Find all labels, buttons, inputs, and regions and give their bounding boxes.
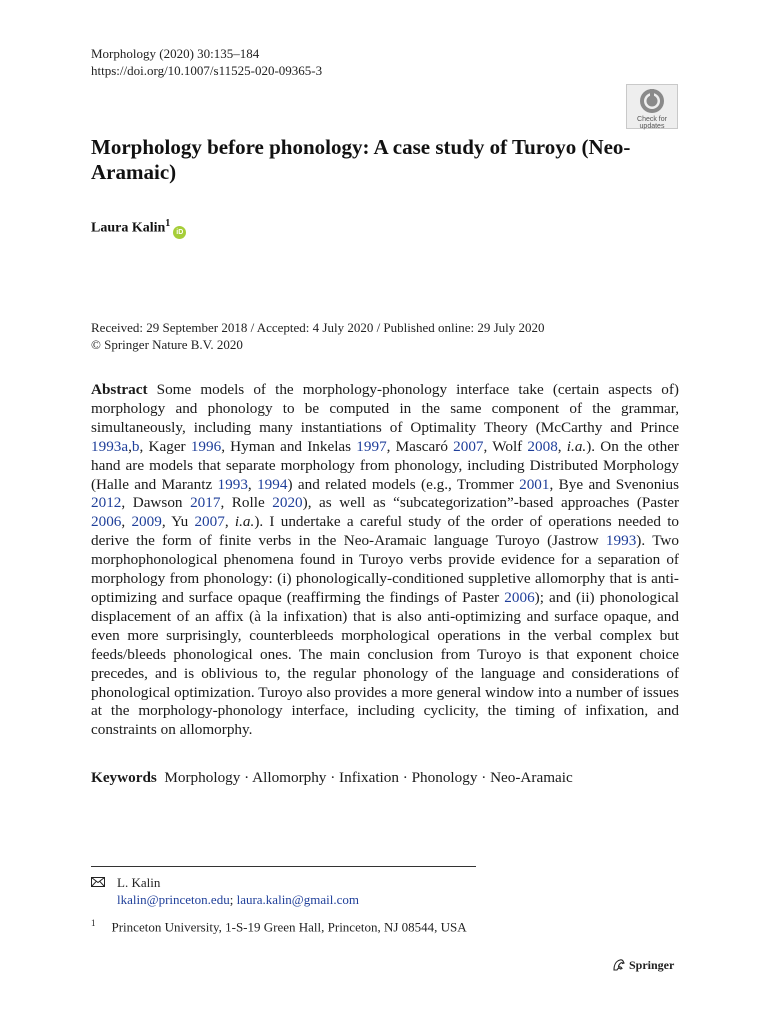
orcid-icon[interactable]: iD [173, 226, 186, 239]
citation-link[interactable]: 2020 [272, 494, 303, 512]
abstract-text: , [128, 437, 132, 455]
abstract [91, 381, 679, 740]
citation-link[interactable]: 2012 [91, 494, 122, 512]
email-link-princeton[interactable]: lkalin@princeton.edu [117, 892, 230, 907]
abstract-text: , [247, 475, 258, 493]
check-updates-icon [639, 88, 665, 114]
citation-link[interactable]: b [131, 437, 140, 455]
email-separator: ; [229, 892, 234, 907]
citation-link[interactable]: 2006 [91, 513, 122, 531]
check-updates-label: Check for updates [637, 116, 667, 130]
contact-name: L. Kalin [117, 875, 161, 890]
affiliation-footnote [91, 915, 467, 935]
publisher-name: Springer [629, 958, 675, 972]
doi-link[interactable]: https://doi.org/10.1007/s11525-020-09365-3 [91, 63, 323, 78]
abstract-text: Some models of the morphology-phonology interface take (certain aspects of) morphology and phonology to be computed in the same component of the grammar, simultaneously, including many instantiations of Optimality Theory (McCarthy and Prince [91, 381, 679, 436]
affiliation-mark: 1 [91, 918, 96, 928]
keywords [91, 768, 573, 787]
citation-link[interactable]: 1993 [605, 532, 637, 550]
journal-header [91, 45, 322, 79]
abstract-text: ). Two morphophonological phenomena found in Turoyo verbs provide evidence for a separation of morphology from phonology: (i) phonologically-conditioned suppletive allomorphy that is anti-optimizing and surface opaque (reaffirming the findings of Paster [91, 532, 679, 606]
abstract-text: ), as well as “subcategorization”-based approaches (Paster [302, 494, 679, 512]
publication-history [91, 319, 545, 353]
copyright: © Springer Nature B.V. 2020 [91, 337, 243, 352]
springer-horse-icon [612, 958, 626, 972]
abstract-text: ); and (ii) phonological displacement of an affix (à la infixation) that is also anti-optimizing and surface opaque, and even more surprisingly, counterbleeds morphological operations in the verbal complex but feeds/bleeds phonological ones. The main conclusion from Turoyo is that exponent choice precedes, and is oblivious to, the regular phonology of the language and considerations of phonological optimization. Turoyo also provides a more general window into a number of issues at the morphology-phonology interface, including cyclicity, the timing of infixation, and constraints on allomorphy. [91, 588, 679, 739]
abstract-text: , Rolle [220, 494, 273, 512]
abstract-text: , Wolf [483, 437, 528, 455]
abstract-text: , [224, 513, 235, 531]
abstract-text: , [557, 437, 567, 455]
abstract-text: , Mascaró [386, 437, 454, 455]
abstract-text: ) and related models (e.g., Trommer [287, 475, 520, 493]
envelope-icon [91, 874, 109, 891]
citation-link[interactable]: 2001 [519, 475, 550, 493]
citation-link[interactable]: 2006 [504, 588, 535, 606]
check-for-updates-badge[interactable] [626, 84, 678, 129]
abstract-text: , Bye and Svenonius [549, 475, 680, 493]
citation-link[interactable]: 2007 [194, 513, 225, 531]
author-affiliation-mark: 1 [165, 218, 171, 229]
email-link-gmail[interactable]: laura.kalin@gmail.com [236, 892, 360, 907]
citation-link[interactable]: 1996 [190, 437, 222, 455]
keywords-list: Morphology · Allomorphy · Infixation · Phonology · Neo-Aramaic [164, 769, 573, 786]
abstract-text: ). I undertake a careful study of the order of operations needed to derive the form of finite verbs in the Neo-Aramaic language Turoyo (Jastrow [91, 513, 680, 550]
contact-footnote [91, 874, 359, 908]
author-name: Laura Kalin [91, 220, 166, 236]
abstract-italic-text: i.a. [566, 437, 587, 455]
keywords-label: Keywords [91, 769, 157, 786]
abstract-text: , Kager [139, 437, 191, 455]
publisher-logo [612, 958, 674, 973]
citation-link[interactable]: 1997 [356, 437, 387, 455]
abstract-text: ). On the other hand are models that separate morphology from phonology, including Distributed Morphology (Halle and Marantz [91, 437, 679, 493]
citation: Morphology (2020) 30:135–184 [91, 46, 260, 61]
citation-link[interactable]: 2017 [190, 494, 221, 512]
abstract-text: , Yu [161, 513, 195, 531]
citation-link[interactable]: 2009 [131, 513, 162, 531]
abstract-italic-text: i.a. [234, 513, 255, 531]
citation-link[interactable]: 1993a [91, 437, 129, 455]
citation-link[interactable]: 1993 [217, 475, 248, 493]
citation-link[interactable]: 2008 [527, 437, 558, 455]
footnote-divider [91, 866, 476, 867]
citation-link[interactable]: 2007 [453, 437, 484, 455]
abstract-text: , [121, 513, 132, 531]
history-dates: Received: 29 September 2018 / Accepted: 4 July 2020 / Published online: 29 July 2020 [91, 320, 545, 335]
paper-title: Morphology before phonology: A case study of Turoyo (Neo-Aramaic) [91, 135, 631, 184]
citation-link[interactable]: 1994 [257, 475, 288, 493]
abstract-text: , Hyman and Inkelas [221, 437, 357, 455]
abstract-label: Abstract [91, 381, 148, 398]
author [91, 218, 186, 239]
abstract-text: , Dawson [121, 494, 191, 512]
affiliation-text: Princeton University, 1-S-19 Green Hall, Princeton, NJ 08544, USA [111, 919, 467, 935]
